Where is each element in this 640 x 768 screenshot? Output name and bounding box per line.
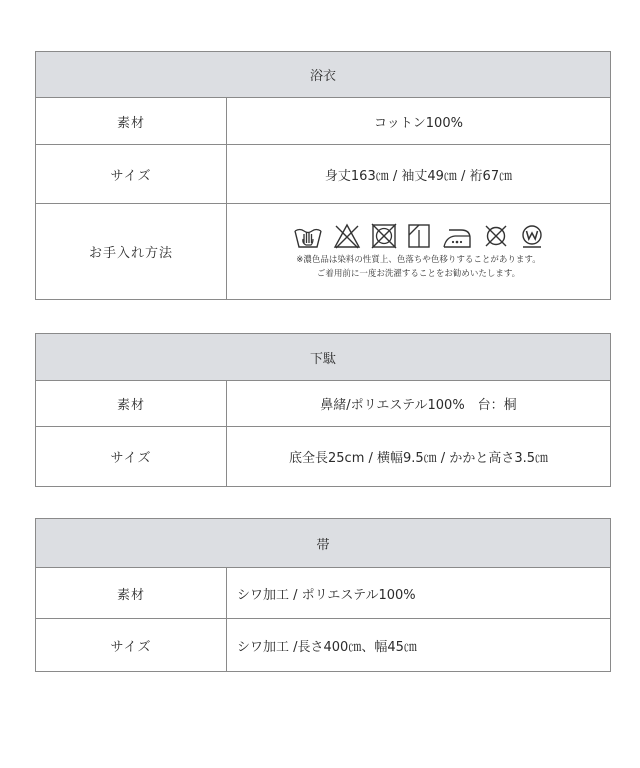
geta-material-value: 鼻緒/ポリエステル100% 台：桐 [227,381,611,427]
no-bleach-icon [333,223,361,249]
yukata-material-value: コットン100% [227,98,611,145]
obi-spec-table [35,518,611,672]
obi-size-value: シワ加工 /長さ400㎝、幅45㎝ [227,619,611,672]
geta-material-label: 素材 [36,381,227,427]
yukata-material-label: 素材 [36,98,227,145]
care-note-line2: ご着用前に一度お洗濯することをお勧めいたします。 [316,268,521,279]
obi-title: 帯 [36,519,611,568]
care-note-line1: ※濃色品は染料の性質上、色落ちや色移りすることがあります。 [296,254,541,265]
obi-material-value: シワ加工 / ポリエステル100% [227,568,611,619]
yukata-care-label: お手入れ方法 [36,204,227,300]
no-dry-clean-icon [483,223,509,249]
geta-size-value: 底全長25cm / 横幅9.5㎝ / かかと高さ3.5㎝ [227,427,611,487]
geta-size-label: サイズ [36,427,227,487]
yukata-size-value: 身丈163㎝ / 袖丈49㎝ / 裄67㎝ [227,145,611,204]
obi-size-label: サイズ [36,619,227,672]
wet-clean-icon [519,223,545,249]
yukata-size-label: サイズ [36,145,227,204]
obi-material-label: 素材 [36,568,227,619]
yukata-care-cell [227,204,611,300]
geta-title: 下駄 [36,334,611,381]
line-dry-icon [407,223,431,249]
yukata-title: 浴衣 [36,52,611,98]
no-tumble-dry-icon [371,223,397,249]
hand-wash-icon [293,223,323,249]
yukata-spec-table [35,51,611,300]
care-icons [227,223,610,249]
geta-spec-table [35,333,611,487]
iron-low-icon [441,225,473,249]
